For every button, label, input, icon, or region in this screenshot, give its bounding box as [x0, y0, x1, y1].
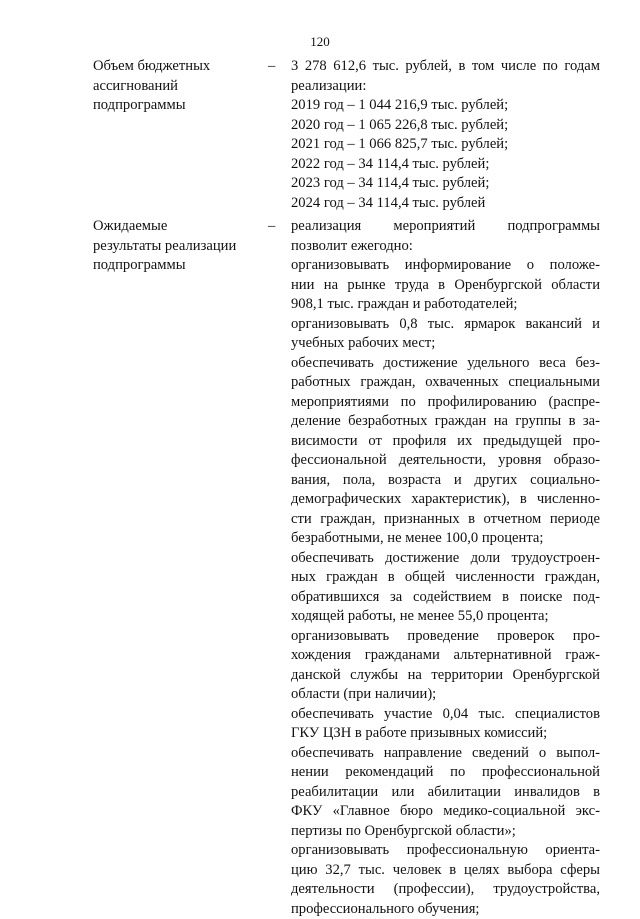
budget-dash: –: [268, 57, 275, 77]
label-line: Ожидаемые: [93, 217, 263, 237]
results-dash: –: [268, 217, 275, 237]
text-line: фессиональной деятельности, уровня образо-: [291, 451, 600, 471]
text-line: организовывать информирование о положе-: [291, 256, 600, 276]
text-line: организовывать профессиональную ориента-: [291, 841, 600, 861]
text-line: нении рекомендаций по профессиональной: [291, 763, 600, 783]
text-line: ходящей работы, не менее 55,0 процента;: [291, 607, 600, 627]
budget-text: [291, 57, 600, 213]
label-line: ассигнований: [93, 77, 263, 97]
text-line: ных граждан в общей численности граждан,: [291, 568, 600, 588]
results-text: [291, 217, 600, 919]
text-line: ФКУ «Главное бюро медико-социальной экс-: [291, 802, 600, 822]
budget-label: [93, 57, 263, 116]
text-line: 2024 год – 34 114,4 тыс. рублей: [291, 194, 600, 214]
text-line: обратившихся за содействием в поиске под-: [291, 588, 600, 608]
text-line: области (при наличии);: [291, 685, 600, 705]
text-line: 2020 год – 1 065 226,8 тыс. рублей;: [291, 116, 600, 136]
text-line: деление безработных граждан на группы в за-: [291, 412, 600, 432]
text-line: обеспечивать направление сведений о выпол-: [291, 744, 600, 764]
label-line: Объем бюджетных: [93, 57, 263, 77]
text-line: учебных рабочих мест;: [291, 334, 600, 354]
text-line: реализация мероприятий подпрограммы: [291, 217, 600, 237]
text-line: мероприятиями по профилированию (распре-: [291, 393, 600, 413]
label-line: подпрограммы: [93, 256, 263, 276]
text-line: данской службы на территории Оренбургской: [291, 666, 600, 686]
text-line: хождения гражданами альтернативной граж-: [291, 646, 600, 666]
text-line: висимости от профиля их предыдущей про-: [291, 432, 600, 452]
text-line: позволит ежегодно:: [291, 237, 600, 257]
text-line: 2022 год – 34 114,4 тыс. рублей;: [291, 155, 600, 175]
label-line: результаты реализации: [93, 237, 263, 257]
text-line: ГКУ ЦЗН в работе призывных комиссий;: [291, 724, 600, 744]
text-line: организовывать проведение проверок про-: [291, 627, 600, 647]
text-line: реабилитации или абилитации инвалидов в: [291, 783, 600, 803]
text-line: реализации:: [291, 77, 600, 97]
text-line: пертизы по Оренбургской области»;: [291, 822, 600, 842]
text-line: нии на рынке труда в Оренбургской области: [291, 276, 600, 296]
text-line: цию 32,7 тыс. человек в целях выбора сферы: [291, 861, 600, 881]
text-line: профессионального обучения;: [291, 900, 600, 919]
text-line: организовывать 0,8 тыс. ярмарок вакансий и: [291, 315, 600, 335]
text-line: безработными, не менее 100,0 процента;: [291, 529, 600, 549]
text-line: деятельности (профессии), трудоустройства,: [291, 880, 600, 900]
text-line: вания, пола, возраста и других социально-: [291, 471, 600, 491]
page-number: 120: [0, 34, 640, 50]
text-line: 2021 год – 1 066 825,7 тыс. рублей;: [291, 135, 600, 155]
label-line: подпрограммы: [93, 96, 263, 116]
text-line: работных граждан, охваченных специальными: [291, 373, 600, 393]
text-line: демографических характеристик), в численно-: [291, 490, 600, 510]
text-line: 908,1 тыс. граждан и работодателей;: [291, 295, 600, 315]
text-line: обеспечивать достижение доли трудоустроен-: [291, 549, 600, 569]
results-label: [93, 217, 263, 276]
text-line: обеспечивать достижение удельного веса без-: [291, 354, 600, 374]
text-line: обеспечивать участие 0,04 тыс. специалистов: [291, 705, 600, 725]
text-line: сти граждан, признанных в отчетном периоде: [291, 510, 600, 530]
text-line: 2019 год – 1 044 216,9 тыс. рублей;: [291, 96, 600, 116]
text-line: 3 278 612,6 тыс. рублей, в том числе по годам: [291, 57, 600, 77]
text-line: 2023 год – 34 114,4 тыс. рублей;: [291, 174, 600, 194]
